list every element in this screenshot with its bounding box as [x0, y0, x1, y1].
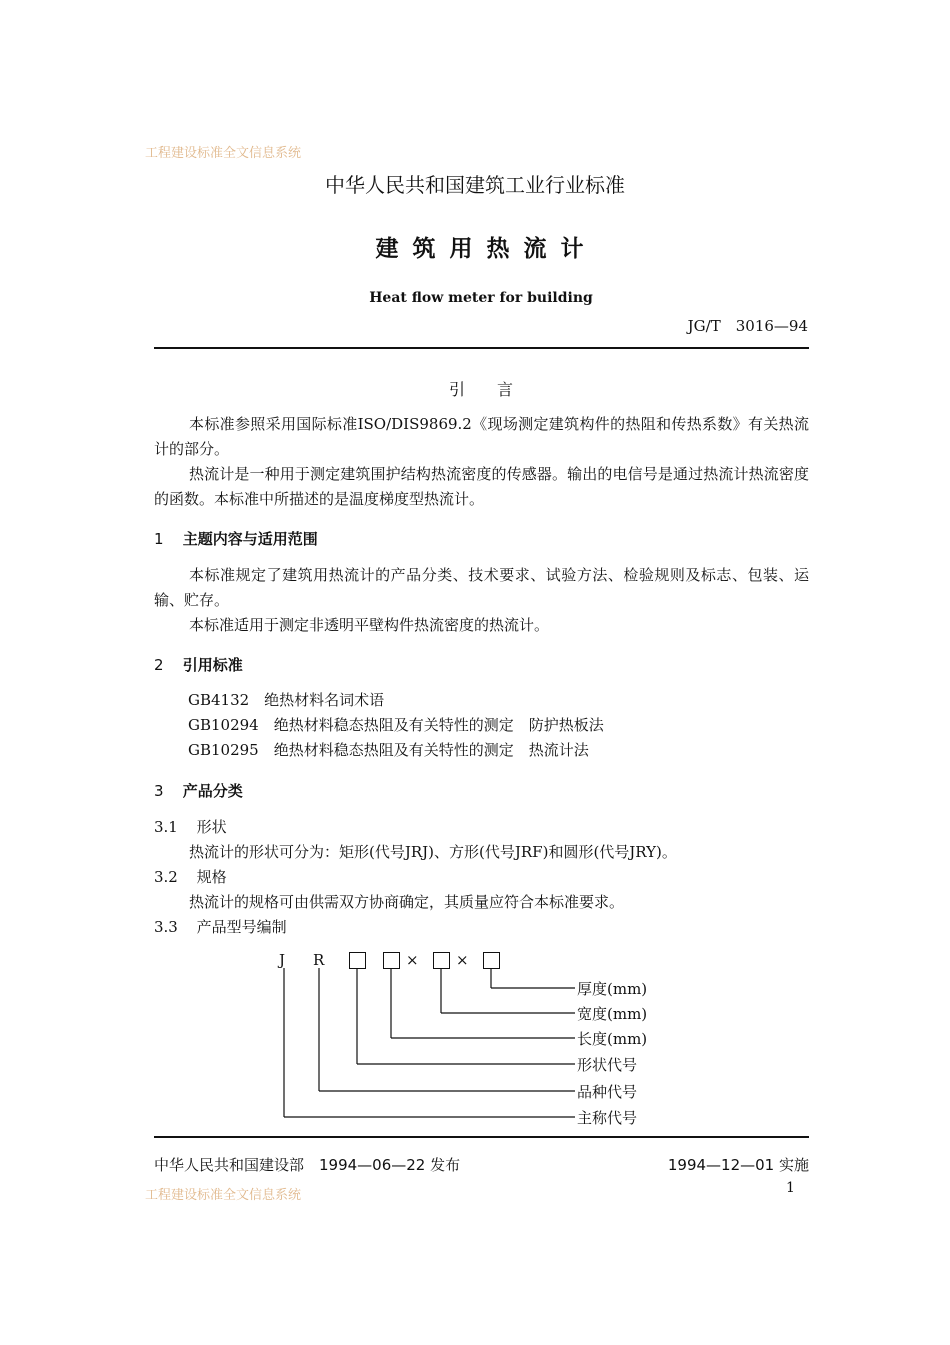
- diagram-label-length: 长度(mm): [577, 1030, 648, 1048]
- subsection-3-3-title: 产品型号编制: [196, 918, 287, 936]
- intro-paragraph-2: 热流计是一种用于测定建筑围护结构热流密度的传感器。输出的电信号是通过热流计热流密度的函数。本标准中所描述的是温度梯度型热流计。: [154, 465, 809, 508]
- issuer-title: 中华人民共和国建筑工业行业标准: [325, 173, 625, 197]
- section-1-heading: [154, 528, 318, 549]
- section-2-number: 2: [154, 656, 164, 674]
- document-title: 建 筑 用 热 流 计: [375, 236, 587, 262]
- times-symbol: ×: [456, 951, 469, 969]
- diagram-label-thickness: 厚度(mm): [577, 980, 648, 998]
- subsection-3-2-heading: [154, 865, 227, 890]
- section-2-title: 引用标准: [182, 656, 243, 674]
- intro-heading: 引 言: [448, 380, 513, 399]
- model-letter-r: R: [313, 951, 325, 969]
- header-rule: [154, 347, 809, 349]
- reference-item: GB4132 绝热材料名词术语: [188, 691, 385, 709]
- subsection-3-2-text: 热流计的规格可由供需双方协商确定，其质量应符合本标准要求。: [189, 893, 625, 911]
- reference-item: GB10294 绝热材料稳态热阻及有关特性的测定 防护热板法: [188, 716, 604, 734]
- reference-item: GB10295 绝热材料稳态热阻及有关特性的测定 热流计法: [188, 741, 589, 759]
- subsection-3-3-number: 3.3: [154, 918, 178, 936]
- footer-rule: [154, 1136, 809, 1138]
- diagram-label-variety-code: 品种代号: [577, 1083, 638, 1101]
- length-box: [383, 952, 400, 969]
- subsection-3-1-title: 形状: [196, 818, 227, 836]
- subsection-3-2-number: 3.2: [154, 868, 178, 886]
- section-1-title: 主题内容与适用范围: [182, 530, 318, 548]
- model-letter-j: J: [279, 951, 286, 969]
- diagram-label-width: 宽度(mm): [577, 1005, 648, 1023]
- subsection-3-1-text: 热流计的形状可分为：矩形(代号JRJ)、方形(代号JRF)和圆形(代号JRY)。: [189, 843, 677, 861]
- subsection-3-3-heading: [154, 915, 287, 940]
- times-symbol: ×: [406, 951, 419, 969]
- subsection-3-1-number: 3.1: [154, 818, 178, 836]
- diagram-label-main-code: 主称代号: [577, 1109, 638, 1127]
- width-box: [433, 952, 450, 969]
- section-2-heading: [154, 654, 243, 675]
- shape-code-box: [349, 952, 366, 969]
- watermark-bottom: 工程建设标准全文信息系统: [145, 1188, 302, 1203]
- subsection-3-1-heading: [154, 815, 227, 840]
- intro-paragraph-1: 本标准参照采用国际标准ISO/DIS9869.2《现场测定建筑构件的热阻和传热系数》有关热流计的部分。: [154, 415, 809, 458]
- english-title: Heat flow meter for building: [369, 290, 593, 306]
- section-3-number: 3: [154, 782, 164, 800]
- section-1-number: 1: [154, 530, 164, 548]
- section-3-heading: [154, 780, 243, 801]
- diagram-label-shape-code: 形状代号: [577, 1056, 638, 1074]
- watermark-top: 工程建设标准全文信息系统: [145, 146, 302, 161]
- page-number: 1: [786, 1180, 795, 1196]
- thickness-box: [483, 952, 500, 969]
- section-1-paragraph-1: 本标准规定了建筑用热流计的产品分类、技术要求、试验方法、检验规则及标志、包装、运输、贮存。: [154, 566, 809, 609]
- section-1-paragraph-2: 本标准适用于测定非透明平壁构件热流密度的热流计。: [189, 616, 550, 634]
- subsection-3-2-title: 规格: [196, 868, 227, 886]
- publisher-line: 中华人民共和国建设部 1994—06—22 发布: [154, 1156, 461, 1174]
- section-3-title: 产品分类: [182, 782, 243, 800]
- effective-date: 1994—12—01 实施: [667, 1156, 809, 1174]
- standard-number: JG/T 3016—94: [687, 317, 808, 335]
